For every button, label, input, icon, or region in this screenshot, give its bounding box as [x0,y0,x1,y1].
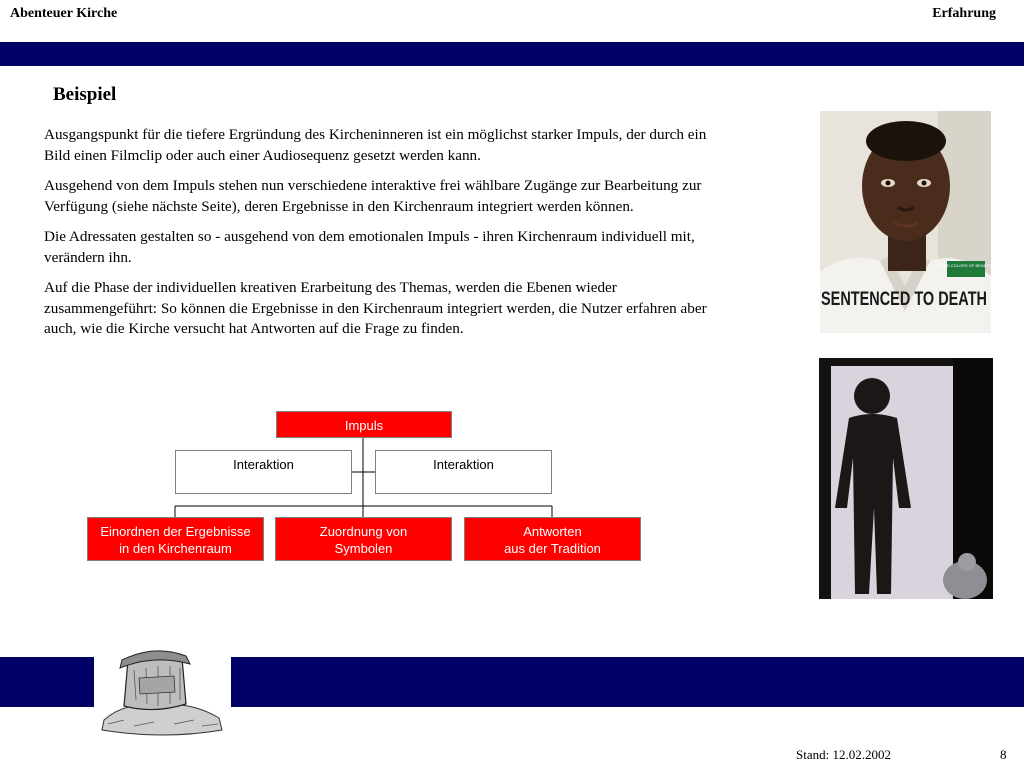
diagram-box-zuordnung-line2: Symbolen [334,541,393,556]
header-title-left: Abenteuer Kirche [10,6,118,21]
diagram-box-zuordnung-line1: Zuordnung von [319,524,408,539]
diagram-box-interaktion-right [375,450,552,494]
diagram-box-interaktion-left [175,450,352,494]
silhouette-illustration [819,358,993,599]
diagram-box-interaktion-left-label: Interaktion [233,457,294,472]
poster-photo [820,111,998,333]
poster-brand: UNITED COLORS OF BENETTON [934,263,998,268]
altar-stone-icon [94,640,231,740]
diagram-box-impuls-label: Impuls [344,418,384,433]
footer-date: Stand: 12.02.2002 [796,747,891,762]
silhouette-photo [819,358,993,599]
paragraph-1: Ausgangspunkt für die tiefere Ergründung des Kircheninneren ist ein möglichst starker Impuls, der durch ein Bild einen Filmclip oder auch einer Audiosequenz gesetzt werden kann. [44,126,707,164]
diagram-box-antworten-line1: Antworten [523,524,582,539]
paragraph-4: Auf die Phase der individuellen kreativen Erarbeitung des Themas, werden die Ebenen wieder zusammengeführt: So können die Ergebnisse in den Kirchenraum integriert werden, die Nutzer erfahren aber auch, wie die Kirche versucht hat Antworten auf die Frage zu finden. [44,279,707,337]
diagram-box-zuordnung [275,517,452,561]
diagram-box-antworten-line2: aus der Tradition [504,541,601,556]
page-title: Beispiel [53,84,117,105]
diagram-box-einordnen-line1: Einordnen der Ergebnisse [100,524,251,539]
top-band [0,42,1024,66]
poster-illustration [820,111,998,333]
poster-caption: SENTENCED TO DEATH [821,289,987,310]
diagram-box-einordnen-line2: in den Kirchenraum [119,541,232,556]
diagram-box-interaktion-right-label: Interaktion [433,457,494,472]
paragraph-3: Die Adressaten gestalten so - ausgehend von dem emotionalen Impuls - ihren Kirchenraum individuell mit, verändern ihn. [44,228,695,266]
logo [94,640,231,740]
diagram-box-antworten [464,517,641,561]
header-title-right: Erfahrung [932,6,996,21]
paragraph-2: Ausgehend von dem Impuls stehen nun verschiedene interaktive frei wählbare Zugänge zur Bearbeitung zur Verfügung (siehe nächste Seite), deren Ergebnisse in den Kirchenraum integriert werden können. [44,177,702,215]
diagram-box-impuls [276,411,452,438]
body-text [44,125,719,350]
page-number: 8 [1000,747,1007,762]
diagram-box-einordnen [87,517,264,561]
